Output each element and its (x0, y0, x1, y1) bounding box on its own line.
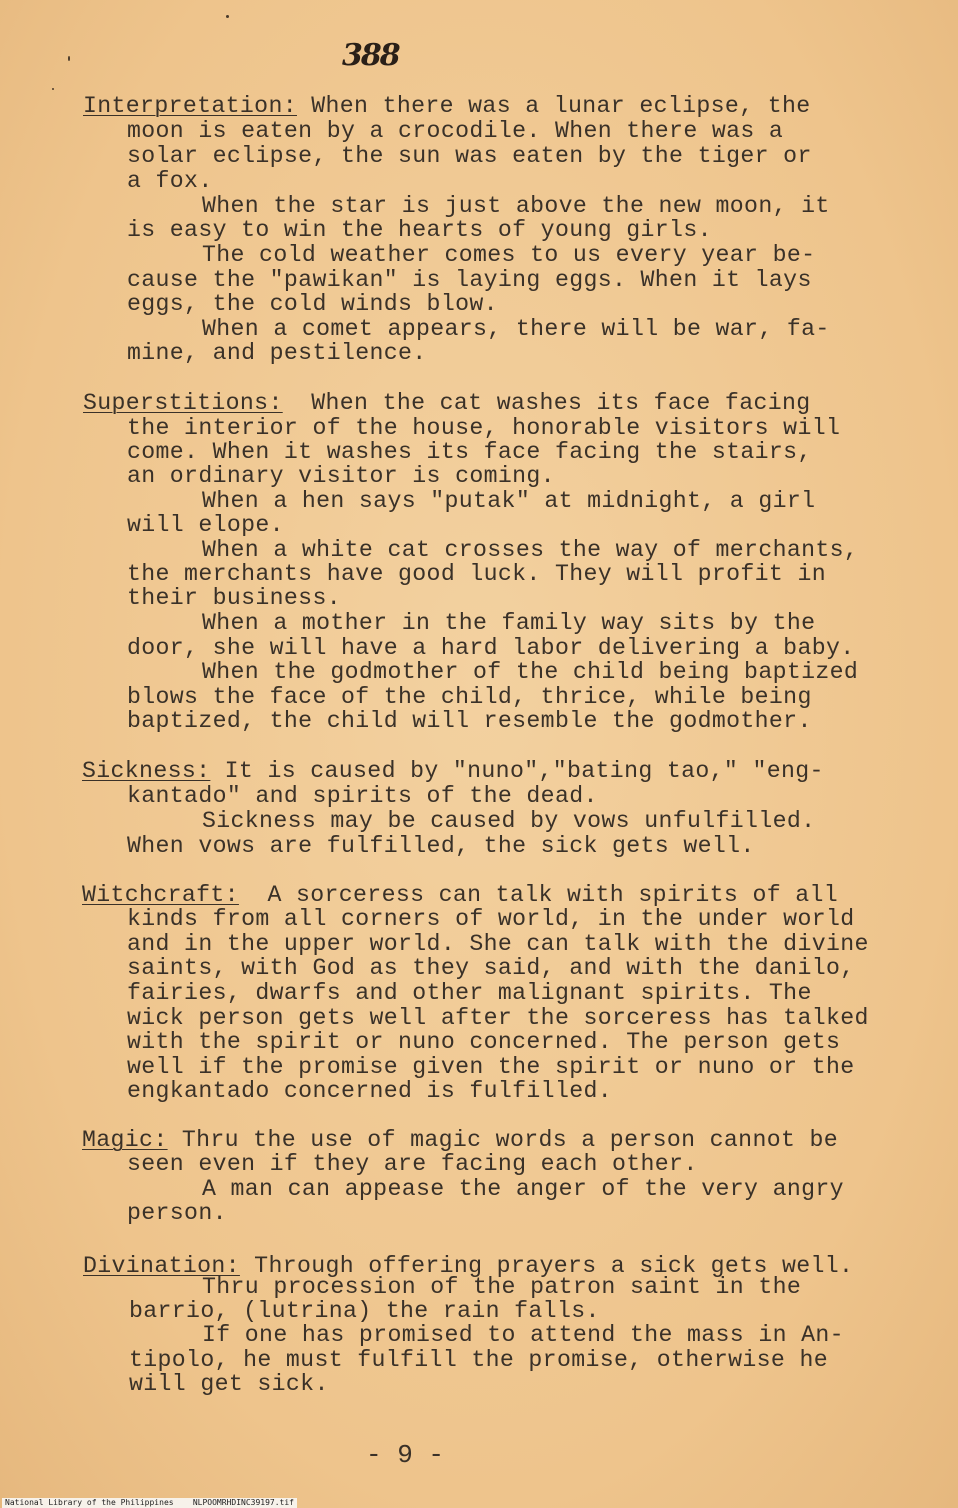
superstitions-line-7: When a white cat crosses the way of merchants, (202, 537, 859, 563)
magic-heading: Magic: (82, 1127, 168, 1153)
superstitions-line-12: When the godmother of the child being baptized (202, 659, 859, 685)
superstitions-line-9: their business. (127, 585, 341, 611)
superstitions-line-8: the merchants have good luck. They will profit in (127, 561, 826, 587)
superstitions-line-14: baptized, the child will resemble the godmother. (127, 708, 812, 734)
sickness-line-2: kantado" and spirits of the dead. (127, 783, 598, 809)
divination-line-1: Divination: Through offering prayers a sick gets well. (83, 1253, 854, 1279)
superstitions-line-10: When a mother in the family way sits by the (202, 610, 816, 636)
witchcraft-heading: Witchcraft: (82, 882, 239, 908)
divination-line-6: will get sick. (129, 1371, 329, 1397)
archive-footer: National Library of the Philippines NLPOOMRHDINC39197.tif (2, 1498, 297, 1508)
superstitions-line-4: an ordinary visitor is coming. (127, 463, 555, 489)
interpretation-line-9: eggs, the cold winds blow. (127, 291, 498, 317)
interpretation-heading: Interpretation: (83, 93, 297, 119)
handwritten-page-number: 388 (342, 38, 399, 73)
interpretation-line-10: When a comet appears, there will be war, fa- (202, 316, 830, 342)
divination-heading: Divination: (83, 1253, 240, 1279)
ink-speck (52, 88, 54, 90)
divination-line-2: Thru procession of the patron saint in the (202, 1274, 802, 1300)
magic-line-2: seen even if they are facing each other. (127, 1151, 698, 1177)
superstitions-line-11: door, she will have a hard labor delivering a baby. (127, 635, 855, 661)
superstitions-line-1: Superstitions: When the cat washes its face facing (83, 390, 811, 416)
witchcraft-line-1: Witchcraft: A sorceress can talk with spirits of all (82, 882, 839, 908)
divination-line-4: If one has promised to attend the mass in An- (202, 1322, 844, 1348)
witchcraft-line-6: wick person gets well after the sorceress has talked (127, 1005, 869, 1031)
interpretation-line-6: is easy to win the hearts of young girls. (127, 217, 712, 243)
interpretation-line-7: The cold weather comes to us every year be- (202, 242, 816, 268)
ink-speck (68, 56, 70, 61)
superstitions-line-3: come. When it washes its face facing the stairs, (127, 439, 812, 465)
page-number: - 9 - (366, 1440, 445, 1470)
magic-line-1: Magic: Thru the use of magic words a person cannot be (82, 1127, 839, 1153)
interpretation-line-1: Interpretation: When there was a lunar eclipse, the (83, 93, 811, 119)
sickness-line-4: When vows are fulfilled, the sick gets well. (127, 833, 755, 859)
superstitions-line-2: the interior of the house, honorable visitors will (127, 415, 841, 441)
superstitions-line-6: will elope. (127, 512, 284, 538)
sickness-line-3: Sickness may be caused by vows unfulfilled. (202, 808, 816, 834)
witchcraft-line-4: saints, with God as they said, and with the danilo, (127, 955, 855, 981)
witchcraft-line-2: kinds from all corners of world, in the under world (127, 906, 855, 932)
sickness-line-1: Sickness: It is caused by "nuno","bating tao," "eng- (82, 758, 824, 784)
witchcraft-line-5: fairies, dwarfs and other malignant spirits. The (127, 980, 812, 1006)
sickness-heading: Sickness: (82, 758, 211, 784)
divination-line-3: barrio, (lutrina) the rain falls. (129, 1298, 600, 1324)
superstitions-line-5: When a hen says "putak" at midnight, a girl (202, 488, 816, 514)
witchcraft-line-3: and in the upper world. She can talk with the divine (127, 931, 869, 957)
divination-line-5: tipolo, he must fulfill the promise, otherwise he (129, 1347, 828, 1373)
witchcraft-line-8: well if the promise given the spirit or nuno or the (127, 1054, 855, 1080)
interpretation-line-5: When the star is just above the new moon, it (202, 193, 830, 219)
magic-line-4: person. (127, 1200, 227, 1226)
interpretation-line-2: moon is eaten by a crocodile. When there was a (127, 118, 784, 144)
interpretation-line-4: a fox. (127, 168, 213, 194)
witchcraft-line-7: with the spirit or nuno concerned. The person gets (127, 1029, 841, 1055)
interpretation-line-11: mine, and pestilence. (127, 340, 427, 366)
superstitions-heading: Superstitions: (83, 390, 283, 416)
witchcraft-line-9: engkantado concerned is fulfilled. (127, 1078, 613, 1104)
superstitions-line-13: blows the face of the child, thrice, while being (127, 684, 812, 710)
ink-speck (226, 15, 229, 18)
interpretation-line-3: solar eclipse, the sun was eaten by the tiger or (127, 143, 812, 169)
interpretation-line-8: cause the "pawikan" is laying eggs. When it lays (127, 267, 812, 293)
magic-line-3: A man can appease the anger of the very angry (202, 1176, 844, 1202)
